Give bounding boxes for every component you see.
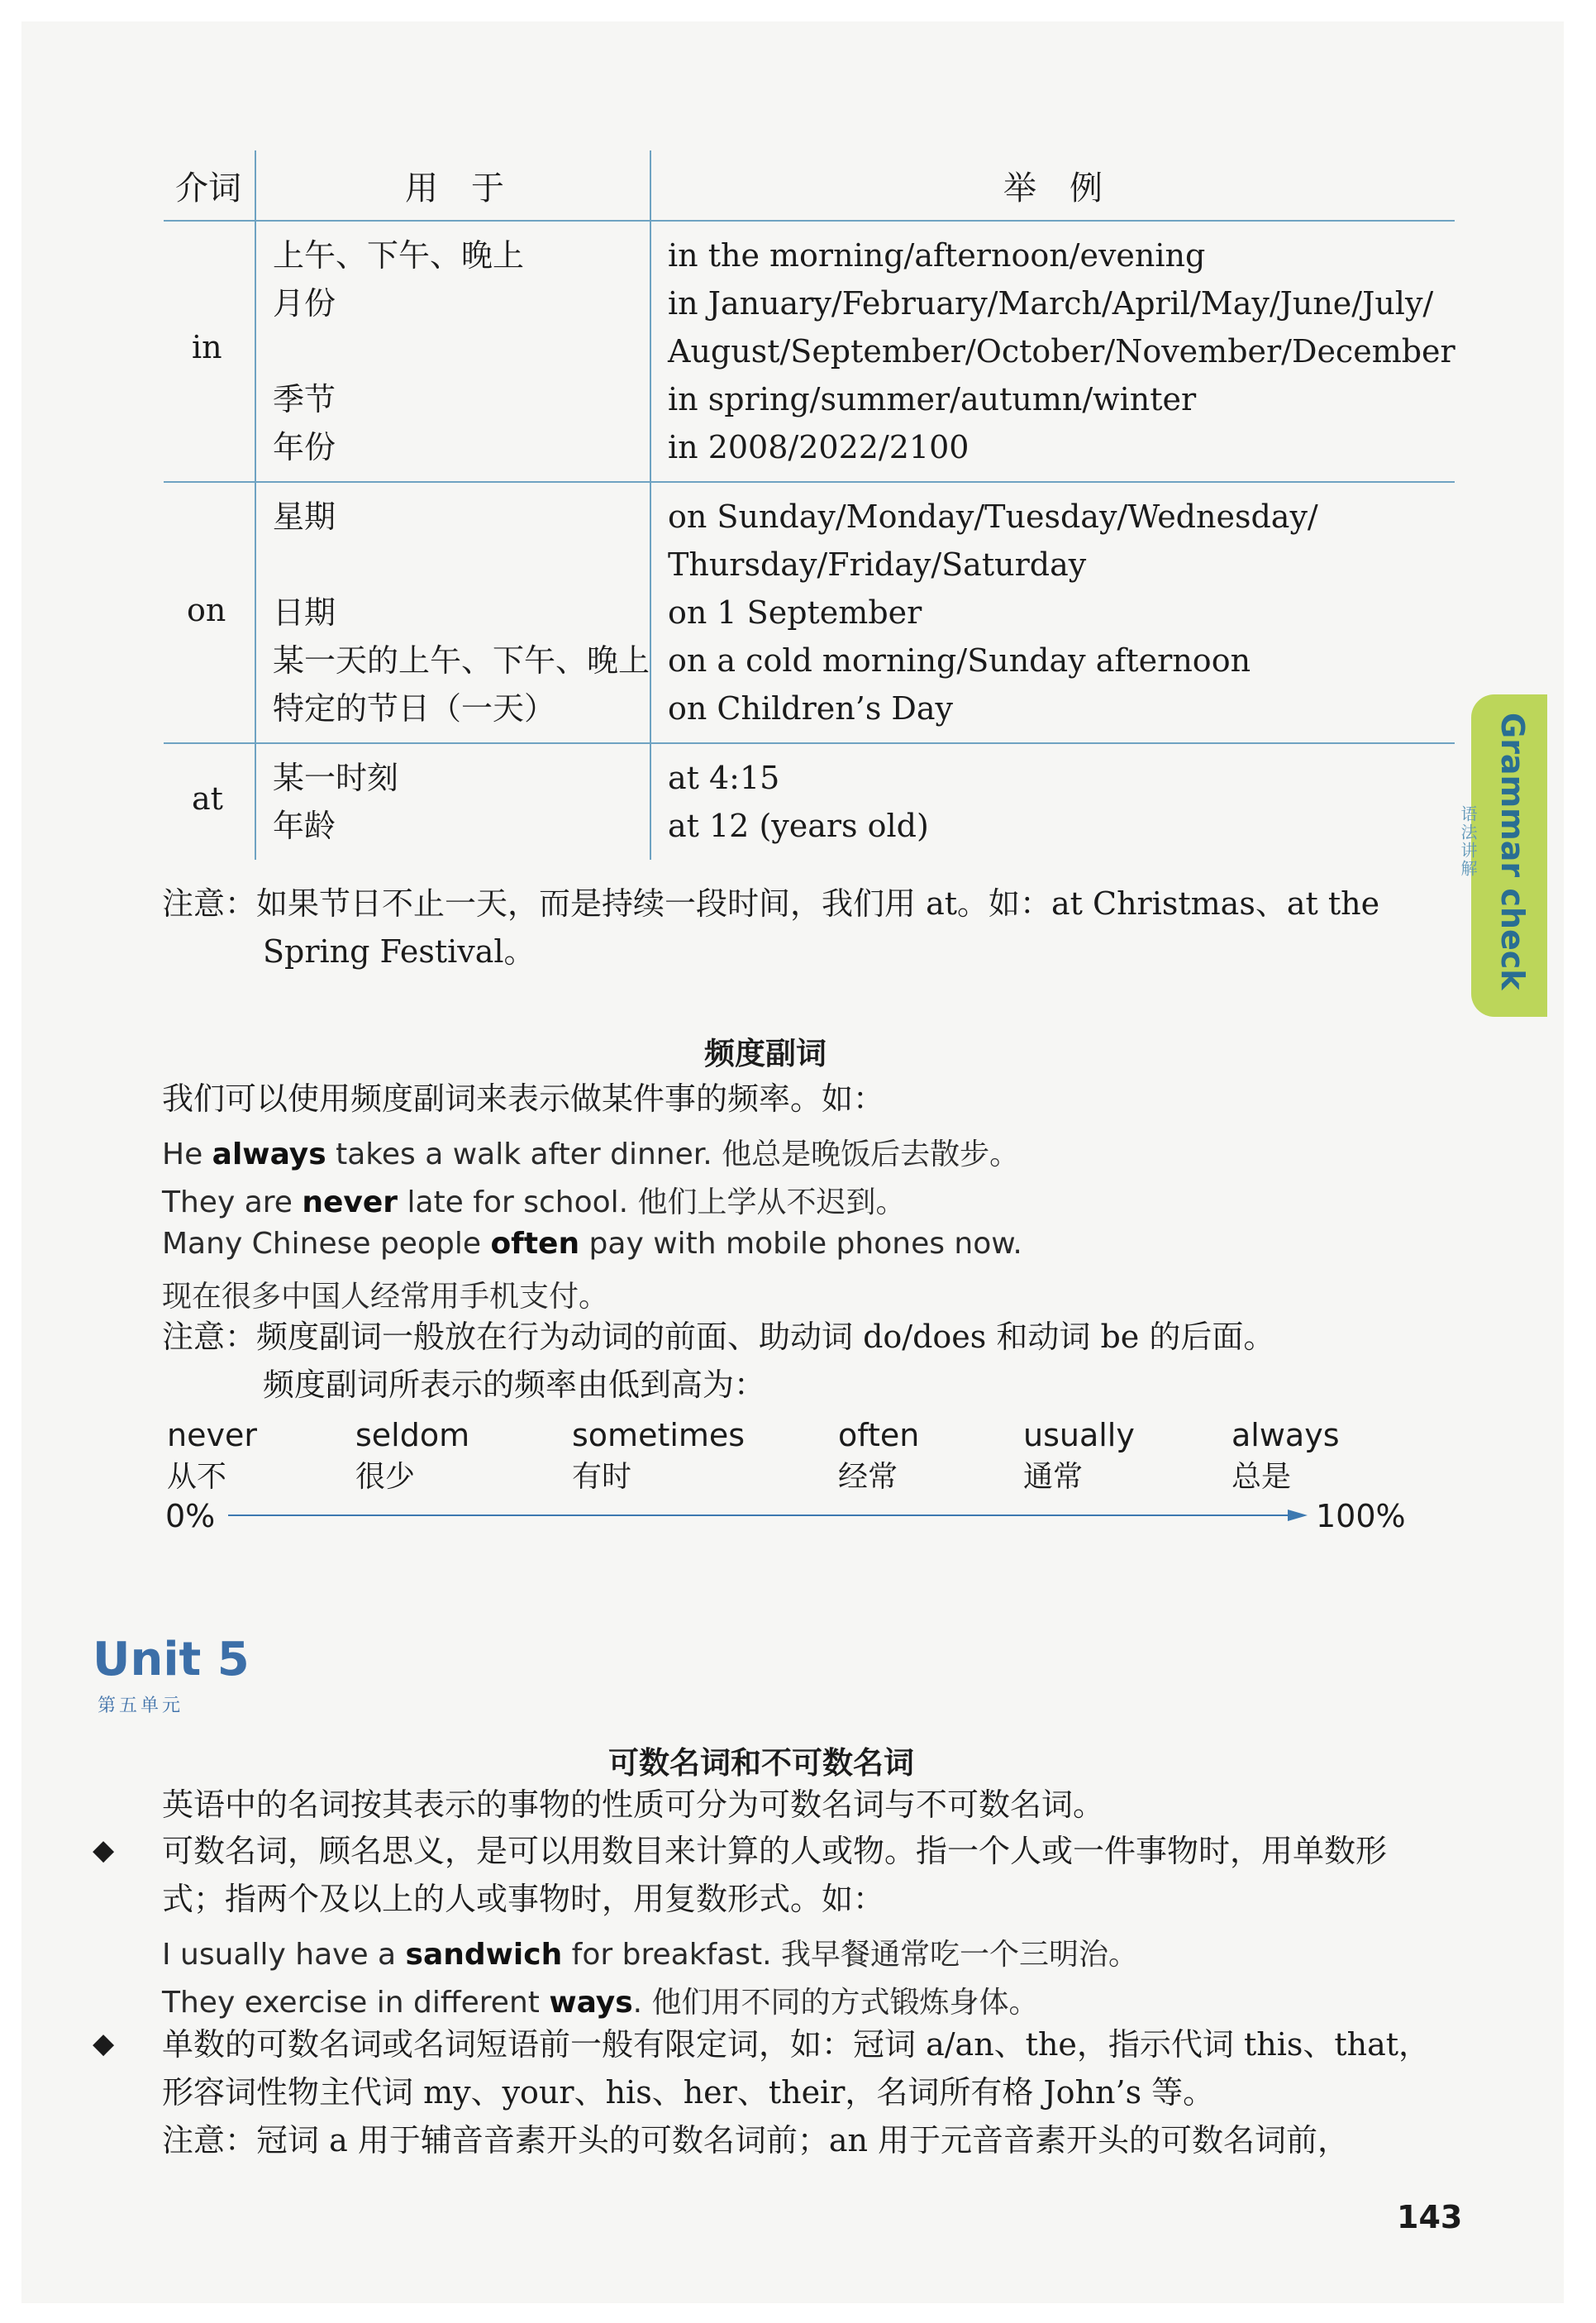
bullet-determiners: 单数的可数名词或名词短语前一般有限定词，如：冠词 a/an、the，指示代词 this、that， 形容词性物主代词 my、your、his、her、their，名词所有格 John’s 等。 [162, 2026, 1431, 2111]
scale-start-label: 0% [165, 1498, 216, 1534]
table-rule [164, 481, 1455, 483]
table-header-example: 举 例 [1003, 169, 1103, 207]
diamond-bullet-icon: ◆ [93, 2027, 115, 2060]
example-sentence: Many Chinese people often pay with mobile phones now. [162, 1227, 1022, 1261]
frequency-word-cn: 有时 [572, 1460, 632, 1494]
frequency-word-cn: 很少 [355, 1460, 416, 1494]
section-heading-nouns: 可数名词和不可数名词 [608, 1745, 914, 1781]
bullet-countable: 可数名词，顾名思义，是可以用数目来计算的人或物。指一个人或一件事物时，用单数形 式；指两个及以上的人或事物时，用复数形式。如： [162, 1833, 1388, 1917]
example-sentence: He always takes a walk after dinner. 他总是晚饭后去散步。 [162, 1138, 1020, 1171]
table-cell-use: 上午、下午、晚上 月份 季节 年份 [273, 237, 525, 465]
page-number: 143 [1397, 2199, 1463, 2235]
table-cell-example: in the morning/afternoon/evening in January/February/March/April/May/June/July/ August/September/October/November/December in spring/summer/autumn/winter in 2008/2022/2100 [668, 237, 1455, 465]
table-header-use: 用 于 [405, 169, 504, 207]
table-cell-use: 某一时刻 年龄 [273, 760, 399, 844]
frequency-word: always [1232, 1417, 1340, 1453]
frequency-word: sometimes [572, 1417, 746, 1453]
frequency-word: never [167, 1417, 257, 1453]
frequency-intro: 我们可以使用频度副词来表示做某件事的频率。如： [162, 1080, 885, 1117]
side-tab-label: Grammar check [1494, 713, 1531, 990]
table-cell-use: 星期 日期 某一天的上午、下午、晚上 特定的节日（一天） [273, 498, 650, 727]
nouns-intro: 英语中的名词按其表示的事物的性质可分为可数名词与不可数名词。 [162, 1786, 1105, 1823]
example-translation: 现在很多中国人经常用手机支付。 [162, 1280, 609, 1314]
unit-subtitle: 第五单元 [98, 1696, 184, 1716]
table-rule [650, 150, 651, 860]
side-tab-cn: 语法讲解 [1458, 805, 1478, 878]
example-sentence: I usually have a sandwich for breakfast. 我早餐通常吃一个三明治。 [162, 1938, 1139, 1972]
frequency-word-cn: 经常 [838, 1460, 898, 1494]
example-sentence: They are never late for school. 他们上学从不迟到。 [162, 1185, 906, 1219]
table-cell-prep: in [192, 329, 222, 365]
table-rule [164, 220, 1455, 222]
table-cell-example: at 4:15 at 12 (years old) [668, 760, 929, 844]
table-rule [164, 742, 1455, 744]
table-header-prep: 介词 [175, 169, 241, 207]
table-cell-example: on Sunday/Monday/Tuesday/Wednesday/ Thursday/Friday/Saturday on 1 September on a cold morning/Sunday afternoon on Children’s Day [668, 498, 1318, 727]
frequency-note: 注意：频度副词一般放在行为动词的前面、助动词 do/does 和动词 be 的后面。 频度副词所表示的频率由低到高为： [162, 1319, 1275, 1403]
frequency-word: seldom [355, 1417, 470, 1453]
diamond-bullet-icon: ◆ [93, 1834, 115, 1867]
section-heading-frequency: 频度副词 [704, 1036, 827, 1071]
frequency-word-cn: 通常 [1023, 1460, 1084, 1494]
example-sentence: They exercise in different ways. 他们用不同的方式锻炼身体。 [162, 1986, 1039, 2020]
note-festival: 注意：如果节日不止一天，而是持续一段时间，我们用 at。如：at Christmas、at the Spring Festival。 [162, 885, 1380, 970]
frequency-word-cn: 总是 [1232, 1460, 1292, 1494]
scale-arrow [228, 1503, 1308, 1528]
frequency-word: often [838, 1417, 920, 1453]
scale-end-label: 100% [1316, 1498, 1406, 1534]
table-cell-prep: on [187, 592, 226, 628]
article-note: 注意：冠词 a 用于辅音音素开头的可数名词前；an 用于元音音素开头的可数名词前， [162, 2122, 1350, 2158]
table-cell-prep: at [192, 780, 223, 817]
frequency-word: usually [1023, 1417, 1135, 1453]
unit-title: Unit 5 [93, 1633, 250, 1686]
table-rule [255, 150, 256, 860]
frequency-word-cn: 从不 [167, 1460, 227, 1494]
